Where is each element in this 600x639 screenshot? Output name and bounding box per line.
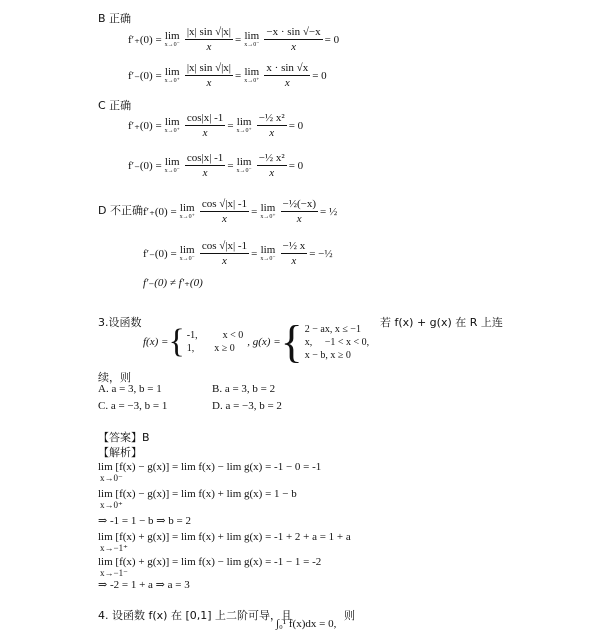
eq-rhs: = 0 — [288, 159, 304, 172]
lim-operator: lim x→0⁻ — [164, 155, 180, 174]
option-c-eq2: f′₋(0) = lim x→0⁻ $\frac{\cos|x| -1}{x}$ = lim x→0⁻ $\frac{\text{−½ x²}}{x}$ = 0 — [128, 152, 304, 179]
lim-operator: lim x→0⁻ — [179, 243, 195, 262]
lim-operator: lim x→0⁺ — [179, 201, 195, 220]
eq-rhs: = ½ — [319, 205, 338, 218]
option-b: B. a = 3, b = 2 — [212, 383, 276, 395]
option-c: C. a = −3, b = 1 — [98, 400, 168, 412]
lim-operator: lim x→0⁺ — [164, 115, 180, 134]
solution-step-6: ⇒ -2 = 1 + a ⇒ a = 3 — [98, 579, 190, 591]
solution-step-5: lim [f(x) + g(x)] = lim f(x) − lim g(x) = -1 − 1 = -2 x→−1⁻ — [98, 556, 322, 578]
eq-lhs: f′₊(0) = — [143, 206, 177, 218]
fraction: $\frac{\cos|x| -1}{x}$ — [186, 152, 224, 179]
option-d: D. a = −3, b = 2 — [212, 400, 282, 412]
eq-lhs: f′₋(0) = — [128, 70, 162, 82]
lim-operator: lim x→0⁺ — [236, 115, 252, 134]
fraction: $\frac{\cos √|x| -1}{x}$ — [201, 240, 248, 267]
fraction: $\frac{\cos|x| -1}{x}$ — [186, 112, 224, 139]
fraction: $\frac{\cos √|x| -1}{x}$ — [201, 198, 248, 225]
solution-step-2: lim [f(x) − g(x)] = lim f(x) + lim g(x) = 1 − b x→0⁺ — [98, 488, 297, 510]
q3-condition: 若 f(x) + g(x) 在 R 上连 — [380, 316, 503, 329]
option-c-eq1: f′₊(0) = lim x→0⁺ $\frac{\cos|x| -1}{x}$ = lim x→0⁺ $\frac{\text{−½ x²}}{x}$ = 0 — [128, 112, 304, 139]
option-d-eq1: f′₊(0) = lim x→0⁺ $\frac{\cos √|x| -1}{x}$ = lim x→0⁺ $\frac{\text{−½(−x)}}{x}$ = ½ — [143, 198, 338, 225]
eq-lhs: f′₊(0) = — [128, 34, 162, 46]
option-b-eq2: f′₋(0) = lim x→0⁺ $\frac{|x| \sin √|x|}{x}$ = lim x→0⁺ $\frac{x \cdot \sin √x}{x}$ = 0 — [128, 62, 327, 89]
option-d-eq2: f′₋(0) = lim x→0⁻ $\frac{\cos √|x| -1}{x}$ = lim x→0⁻ $\frac{\text{−½ x}}{x}$ = −½ — [143, 240, 333, 267]
left-brace: { — [280, 316, 303, 367]
q3-prompt: 3.设函数 — [98, 316, 142, 329]
option-b-heading: B 正确 — [98, 12, 132, 25]
q4-integral: ∫₀¹ f(x)dx = 0, — [276, 618, 337, 630]
fraction: $\frac{x \cdot \sin √x}{x}$ — [266, 62, 309, 89]
lim-operator: lim x→0⁺ — [164, 65, 180, 84]
eq-lhs: f′₊(0) = — [128, 120, 162, 132]
q4-then: 则 — [344, 609, 355, 622]
fraction: $\frac{\text{−½ x²}}{x}$ — [258, 112, 285, 139]
lim-operator: lim x→0⁻ — [244, 29, 260, 48]
g-definition-lhs: , g(x) = — [247, 336, 281, 348]
option-a: A. a = 3, b = 1 — [98, 383, 162, 395]
eq-rhs: = 0 — [288, 119, 304, 132]
lim-operator: lim x→0⁺ — [260, 201, 276, 220]
eq-rhs: = 0 — [324, 33, 340, 46]
fraction: $\frac{\text{−½ x}}{x}$ — [282, 240, 306, 267]
eq-lhs: f′₋(0) = — [128, 160, 162, 172]
fraction: $\frac{-x \cdot \sin √-x}{x}$ — [266, 26, 321, 53]
lim-operator: lim x→0⁺ — [244, 65, 260, 84]
lim-operator: lim x→0⁻ — [260, 243, 276, 262]
lim-operator: lim x→0⁻ — [236, 155, 252, 174]
option-d-conclusion: f′₋(0) ≠ f′₊(0) — [143, 277, 203, 289]
answer-label: 【答案】B — [98, 431, 150, 444]
fraction: $\frac{\text{−½(−x)}}{x}$ — [282, 198, 316, 225]
analysis-label: 【解析】 — [98, 446, 142, 459]
lim-operator: lim x→0⁻ — [164, 29, 180, 48]
g-cases: 2 − ax, x ≤ −1 x, −1 < x < 0, x − b, x ≥ 0 — [304, 323, 370, 361]
eq-lhs: f′₋(0) = — [143, 248, 177, 260]
solution-step-4: lim [f(x) + g(x)] = lim f(x) + lim g(x) = -1 + 2 + a = 1 + a x→−1⁺ — [98, 531, 351, 553]
fraction: $\frac{|x| \sin √|x|}{x}$ — [186, 62, 232, 89]
fraction: $\frac{|x| \sin √|x|}{x}$ — [186, 26, 232, 53]
f-cases: -1, x < 0 1, x ≥ 0 — [186, 330, 244, 354]
solution-step-3: ⇒ -1 = 1 − b ⇒ b = 2 — [98, 515, 191, 527]
fraction: $\frac{\text{−½ x²}}{x}$ — [258, 152, 285, 179]
q3-functions — [143, 316, 370, 367]
q3-continuation: 续，则 — [98, 371, 131, 384]
eq-rhs: = −½ — [309, 247, 333, 260]
f-definition-lhs: f(x) = — [143, 336, 169, 348]
solution-step-1: lim [f(x) − g(x)] = lim f(x) − lim g(x) = -1 − 0 = -1 x→0⁻ — [98, 461, 322, 483]
q4-prompt: 4. 设函数 f(x) 在 [0,1] 上二阶可导，且 — [98, 609, 293, 622]
option-c-heading: C 正确 — [98, 99, 132, 112]
eq-rhs: = 0 — [312, 69, 327, 82]
left-brace: { — [168, 323, 185, 360]
option-b-eq1: f′₊(0) = lim x→0⁻ $\frac{|x| \sin √|x|}{x}$ = lim x→0⁻ $\frac{-x \cdot \sin √-x}{x}$ = 0 — [128, 26, 340, 53]
option-d-heading: D 不正确 — [98, 204, 143, 217]
